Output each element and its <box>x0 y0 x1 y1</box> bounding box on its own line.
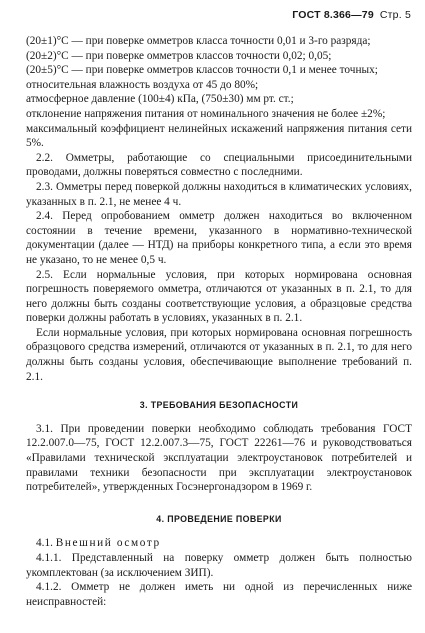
condition-temperature-3: (20±5)°С — при поверке омметров классов точности 0,1 и менее точных; <box>26 64 378 77</box>
page-number: Стр. 5 <box>379 9 411 21</box>
page-header <box>292 9 411 21</box>
spacer <box>26 495 412 512</box>
clause-2-2: 2.2. Омметры, работающие со специальными присоединительными проводами, должны поверяться совместно с последними. <box>26 151 412 179</box>
condition-pressure: атмосферное давление (100±4) кПа, (750±30) мм рт. ст.; <box>26 93 294 106</box>
condition-voltage: отклонение напряжения питания от номинального значения не более ±2%; <box>26 107 386 120</box>
subsection-4-1-heading <box>26 536 412 551</box>
condition-temperature-2: (20±2)°С — при поверке омметров классов точности 0,02; 0,05; <box>26 49 332 62</box>
clause-4-1-1: 4.1.1. Представленный на поверку омметр должен быть полностью укомплектован (за исключением ЗИП). <box>26 552 412 579</box>
document-body <box>26 34 412 609</box>
clause-2-4: 2.4. Перед опробованием омметр должен находиться во включенном состоянии в течение времени, указанного в нормативно-технической документации (далее — НТД) на приборы конкретного типа, а если это время не указано, то не менее 0,5 ч. <box>26 210 412 266</box>
section-3-title: 3. ТРЕБОВАНИЯ БЕЗОПАСНОСТИ <box>139 400 299 411</box>
clause-4-1-2: 4.1.2. Омметр не должен иметь ни одной из перечисленных ниже неисправностей: <box>26 581 412 608</box>
clause-2-5: 2.5. Если нормальные условия, при которых нормирована основная погрешность поверяемого омметра, отличаются от указанных в п. 2.1, то для него должны быть созданы соответствующие условия, а образцовые средства поверки должны работать в условиях, указанных в п. 2.1. <box>26 268 412 325</box>
subsection-title: Внешний осмотр <box>55 537 161 550</box>
spacer <box>26 384 412 398</box>
spacer <box>26 413 412 422</box>
clause-3-1: 3.1. При проведении поверки необходимо соблюдать требования ГОСТ 12.2.007.0—75, ГОСТ 12.2.007.3—75, ГОСТ 22261—76 и руководствоваться «Правилами технической эксплуатации электроустановок потребителей и правилами техники безопасности при эксплуатации электроустановок потребителей», утвержденных Госэнергонадзором в 1969 г. <box>26 422 412 494</box>
subsection-number: 4.1. <box>36 537 53 550</box>
condition-temperature-1: (20±1)°С — при поверке омметров класса точности 0,01 и 3-го разряда; <box>26 35 371 47</box>
section-4-title: 4. ПРОВЕДЕНИЕ ПОВЕРКИ <box>156 513 282 524</box>
clause-2-3: 2.3. Омметры перед поверкой должны находиться в климатических условиях, указанных в п. 2.1, не менее 4 ч. <box>26 180 412 208</box>
standard-number: ГОСТ 8.366—79 <box>292 9 374 21</box>
spacer <box>26 526 412 536</box>
condition-distortion: максимальный коэффициент нелинейных искажений напряжения питания сети 5%. <box>26 122 412 150</box>
condition-humidity: относительная влажность воздуха от 45 до 80%; <box>26 78 259 91</box>
clause-2-5-continued: Если нормальные условия, при которых нормирована основная погрешность образцового средства измерений, отличаются от указанных в п. 2.1, то для него должны быть созданы условия, обеспечивающие выполнение требований п. 2.1. <box>26 326 412 383</box>
